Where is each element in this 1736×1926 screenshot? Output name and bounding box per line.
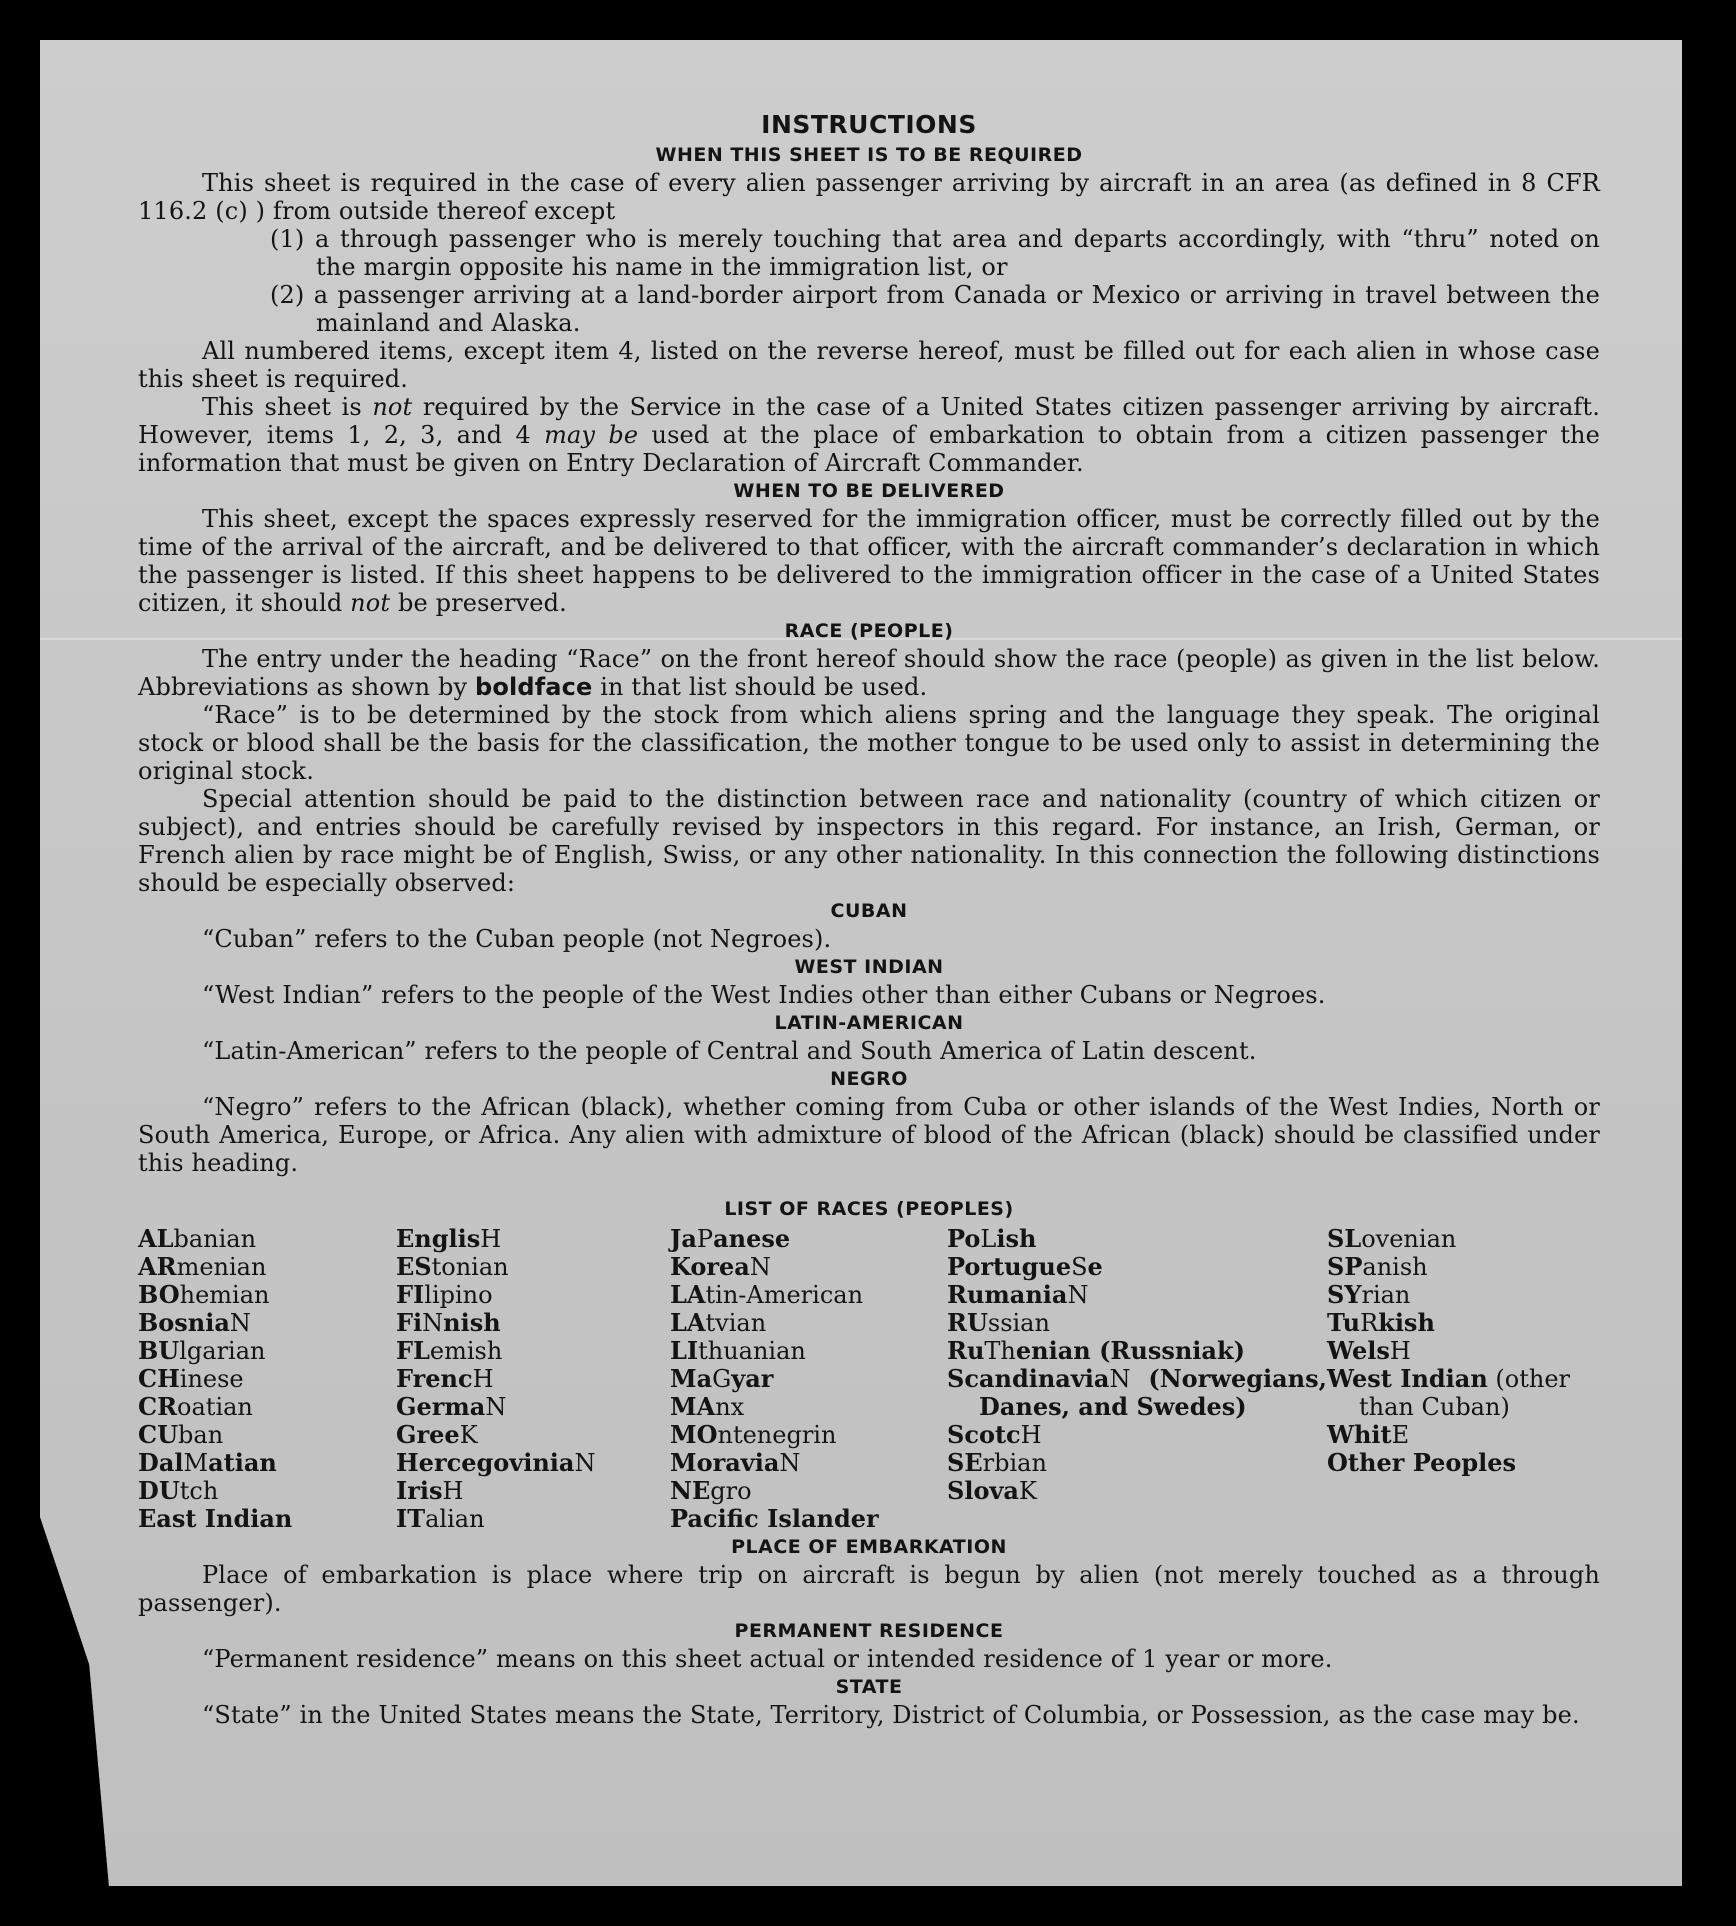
- race-list-item: [1327, 1365, 1600, 1421]
- race-text: menian: [176, 1253, 267, 1281]
- race-text: rbian: [982, 1449, 1047, 1477]
- race-abbrev-bold: Scandinavia: [947, 1364, 1110, 1393]
- heading-list-of-races: LIST OF RACES (PEOPLES): [724, 1198, 1014, 1220]
- race-list-item: [396, 1505, 670, 1533]
- race-abbrev-bold: FI: [396, 1280, 425, 1309]
- race-abbrev-bold: Pacific Islander: [670, 1504, 879, 1533]
- race-list-item: [1327, 1309, 1600, 1337]
- paragraph-race-nationality: Special attention should be paid to the distinction between race and nationality (country of which citizen or subject), and entries should be carefully revised by inspectors in this regard. For instance, an Irish, German, or French alien by race might be of English, Swiss, or any other nationality. In this connection the following distinctions should be especially observed:: [138, 785, 1600, 897]
- emphasis-not: not: [350, 589, 391, 617]
- race-text: N: [749, 1253, 771, 1281]
- race-abbrev-bold: yar: [731, 1364, 774, 1393]
- race-text: oatian: [177, 1393, 253, 1421]
- races-column-2: [396, 1225, 670, 1533]
- paragraph-numbered-items: All numbered items, except item 4, listed on the reverse hereof, must be filled out for each alien in whose case this sheet is required.: [138, 337, 1600, 393]
- race-list-item: [1327, 1225, 1600, 1253]
- race-text: N: [1067, 1281, 1089, 1309]
- race-abbrev-bold: Gree: [396, 1420, 460, 1449]
- race-list-item: [670, 1477, 947, 1505]
- race-text: E: [1391, 1421, 1410, 1449]
- races-column-3: [670, 1225, 947, 1533]
- race-abbrev-bold: Po: [947, 1224, 981, 1253]
- paragraph-race-entry: [138, 645, 1600, 701]
- text-segment: This sheet, except the spaces expressly reserved for the immigration officer, must be correctly filled out by the time of the arrival of the aircraft, and be delivered to that officer, with the aircraft commander’s declaration in which the passenger is listed. If this sheet happens to be delivered to the immigration officer in the case of a United States citizen, it should: [138, 505, 1600, 617]
- paragraph-permanent-residence: “Permanent residence” means on this sheet actual or intended residence of 1 year or more.: [202, 1645, 1333, 1673]
- race-list-item: [670, 1393, 947, 1421]
- race-list-item: [138, 1225, 396, 1253]
- race-list-item: [670, 1281, 947, 1309]
- race-list-item: [947, 1225, 1327, 1253]
- race-text: hemian: [179, 1281, 270, 1309]
- race-text: alian: [425, 1505, 485, 1533]
- race-abbrev-bold: kish: [1378, 1308, 1435, 1337]
- race-text: tch: [179, 1477, 219, 1505]
- race-text: gro: [710, 1477, 752, 1505]
- race-list-item: [947, 1449, 1327, 1477]
- race-list-item: [396, 1225, 670, 1253]
- race-abbrev-bold: Portugue: [947, 1252, 1072, 1281]
- race-abbrev-bold: IT: [396, 1504, 426, 1533]
- text-segment: The entry under the heading “Race” on the front hereof should show the race (people) as given in the list below. Abbreviations as shown by: [138, 645, 1600, 701]
- text-segment: This sheet is: [202, 393, 362, 421]
- heading-permanent-residence: PERMANENT RESIDENCE: [734, 1620, 1004, 1642]
- race-abbrev-bold: FL: [396, 1336, 430, 1365]
- race-text: banian: [173, 1225, 257, 1253]
- race-abbrev-bold: LA: [670, 1280, 706, 1309]
- paragraph-negro: “Negro” refers to the African (black), whether coming from Cuba or other islands of the West Indies, North or South America, Europe, or Africa. Any alien with admixture of blood of the African (black) should be classified under this heading.: [138, 1093, 1600, 1177]
- race-abbrev-bold: RU: [947, 1308, 988, 1337]
- race-text: tin-American: [705, 1281, 864, 1309]
- race-abbrev-bold: East Indian: [138, 1504, 293, 1533]
- race-abbrev-bold: anese: [713, 1224, 791, 1253]
- race-text: Th: [984, 1337, 1016, 1365]
- race-text: lgarian: [179, 1337, 266, 1365]
- race-abbrev-bold: Slova: [947, 1476, 1019, 1505]
- race-list-item: [670, 1225, 947, 1253]
- text-segment: be preserved.: [397, 589, 567, 617]
- race-abbrev-bold: LA: [670, 1308, 706, 1337]
- emphasis-not: not: [372, 393, 413, 421]
- race-abbrev-bold: atian: [208, 1448, 277, 1477]
- heading-when-required: WHEN THIS SHEET IS TO BE REQUIRED: [655, 144, 1083, 166]
- paragraph-state: “State” in the United States means the State, Territory, District of Columbia, or Possession, as the case may be.: [202, 1701, 1580, 1729]
- races-column-5: [1327, 1225, 1600, 1533]
- race-text: K: [459, 1421, 478, 1449]
- race-text: tvian: [705, 1309, 767, 1337]
- heading-race: RACE (PEOPLE): [784, 620, 954, 642]
- race-list-item: [1327, 1253, 1600, 1281]
- race-list-item: [396, 1449, 670, 1477]
- race-text: inese: [179, 1365, 244, 1393]
- race-abbrev-bold: Moravia: [670, 1448, 780, 1477]
- race-text: N: [229, 1309, 251, 1337]
- race-abbrev-bold: nish: [443, 1308, 501, 1337]
- race-abbrev-bold: (Norwegians, Danes, and Swedes): [979, 1364, 1327, 1421]
- list-of-races: [138, 1195, 1600, 1533]
- race-list-item: [138, 1477, 396, 1505]
- race-text: nx: [715, 1393, 745, 1421]
- race-text: ntenegrin: [717, 1421, 837, 1449]
- races-columns: [138, 1225, 1600, 1533]
- race-abbrev-bold: Iris: [396, 1476, 443, 1505]
- race-abbrev-bold: SL: [1327, 1224, 1362, 1253]
- race-list-item: [947, 1421, 1327, 1449]
- race-text: thuanian: [698, 1337, 806, 1365]
- paragraph-citizen: [138, 393, 1600, 477]
- race-text: (other than Cuban): [1359, 1365, 1571, 1421]
- race-abbrev-bold: e: [1087, 1252, 1103, 1281]
- race-abbrev-bold: Tu: [1327, 1308, 1361, 1337]
- race-list-item: [396, 1253, 670, 1281]
- race-abbrev-bold: BO: [138, 1280, 180, 1309]
- race-list-item: [670, 1505, 947, 1533]
- race-abbrev-bold: Englis: [396, 1224, 481, 1253]
- race-abbrev-bold: Wels: [1327, 1336, 1390, 1365]
- race-abbrev-bold: DU: [138, 1476, 180, 1505]
- race-abbrev-bold: Other Peoples: [1327, 1448, 1517, 1477]
- race-list-item: [1327, 1421, 1600, 1449]
- race-text: ban: [178, 1421, 224, 1449]
- race-abbrev-bold: Frenc: [396, 1364, 473, 1393]
- races-column-1: [138, 1225, 396, 1533]
- race-list-item: [396, 1477, 670, 1505]
- race-list-item: [138, 1505, 396, 1533]
- race-abbrev-bold: Rumania: [947, 1280, 1068, 1309]
- race-abbrev-bold: AR: [138, 1252, 177, 1281]
- text-segment: used at the place of embarkation to obtain from a citizen passenger the information that must be given on Entry Declaration of Aircraft Commander.: [138, 421, 1601, 477]
- race-list-item: [947, 1477, 1327, 1505]
- race-text: emish: [429, 1337, 503, 1365]
- race-abbrev-bold: BU: [138, 1336, 180, 1365]
- race-abbrev-bold: enian (Russniak): [1015, 1336, 1245, 1365]
- race-text: H: [1389, 1337, 1411, 1365]
- exception-item-2: (2) a passenger arriving at a land-border airport from Canada or Mexico or arriving in travel between the mainland and Alaska.: [270, 281, 1600, 337]
- race-abbrev-bold: Germa: [396, 1392, 486, 1421]
- race-abbrev-bold: CR: [138, 1392, 178, 1421]
- race-abbrev-bold: Fi: [396, 1308, 423, 1337]
- exception-item-1: (1) a through passenger who is merely touching that area and departs accordingly, with “thru” noted on the margin opposite his name in the immigration list, or: [270, 225, 1600, 281]
- race-abbrev-bold: Whit: [1327, 1420, 1392, 1449]
- race-text: H: [480, 1225, 502, 1253]
- race-text: S: [1071, 1253, 1088, 1281]
- race-text: K: [1018, 1477, 1037, 1505]
- text-segment: in that list should be used.: [600, 673, 928, 701]
- race-list-item: [1327, 1449, 1600, 1477]
- heading-cuban: CUBAN: [830, 900, 908, 922]
- race-abbrev-bold: West Indian: [1327, 1364, 1488, 1393]
- race-text: rian: [1361, 1281, 1411, 1309]
- race-list-item: [396, 1393, 670, 1421]
- race-list-item: [396, 1281, 670, 1309]
- heading-when-delivered: WHEN TO BE DELIVERED: [733, 480, 1005, 502]
- race-abbrev-bold: Korea: [670, 1252, 750, 1281]
- race-abbrev-bold: Ru: [947, 1336, 985, 1365]
- race-list-item: [947, 1337, 1327, 1365]
- race-abbrev-bold: NE: [670, 1476, 711, 1505]
- races-column-4: [947, 1225, 1327, 1533]
- emphasis-boldface: boldface: [475, 673, 593, 701]
- race-list-item: [947, 1281, 1327, 1309]
- race-list-item: [138, 1421, 396, 1449]
- text-segment: required by the Service in the case of a United States citizen passenger arriving by aircraft. However, items 1, 2, 3, and 4: [138, 393, 1601, 449]
- race-abbrev-bold: SE: [947, 1448, 983, 1477]
- race-list-item: [947, 1309, 1327, 1337]
- heading-latin-american: LATIN-AMERICAN: [774, 1012, 964, 1034]
- paragraph-required: This sheet is required in the case of every alien passenger arriving by aircraft in an area (as defined in 8 CFR 116.2 (c) ) from outside thereof except: [138, 169, 1600, 225]
- race-text: N: [422, 1309, 444, 1337]
- race-text: tonian: [431, 1253, 509, 1281]
- race-text: lipino: [424, 1281, 493, 1309]
- race-list-item: [670, 1309, 947, 1337]
- race-abbrev-bold: ES: [396, 1252, 432, 1281]
- race-abbrev-bold: Bosnia: [138, 1308, 230, 1337]
- race-abbrev-bold: Scotc: [947, 1420, 1021, 1449]
- race-list-item: [670, 1365, 947, 1393]
- race-abbrev-bold: MO: [670, 1420, 718, 1449]
- race-list-item: [670, 1253, 947, 1281]
- instructions-page: [138, 100, 1600, 1729]
- race-text: N: [574, 1449, 596, 1477]
- race-text: R: [1360, 1309, 1379, 1337]
- race-text: H: [1020, 1421, 1042, 1449]
- race-list-item: [138, 1337, 396, 1365]
- race-list-item: [947, 1365, 1327, 1421]
- race-list-item: [138, 1393, 396, 1421]
- race-list-item: [670, 1421, 947, 1449]
- heading-west-indian: WEST INDIAN: [794, 956, 944, 978]
- heading-negro: NEGRO: [830, 1068, 908, 1090]
- race-abbrev-bold: LI: [670, 1336, 699, 1365]
- paragraph-west-indian: “West Indian” refers to the people of the West Indies other than either Cubans or Negroes.: [202, 981, 1326, 1009]
- heading-state: STATE: [835, 1676, 903, 1698]
- race-abbrev-bold: CU: [138, 1420, 179, 1449]
- race-abbrev-bold: AL: [138, 1224, 174, 1253]
- race-text: ssian: [987, 1309, 1050, 1337]
- race-abbrev-bold: Ma: [670, 1364, 713, 1393]
- race-list-item: [947, 1253, 1327, 1281]
- race-abbrev-bold: Dal: [138, 1448, 184, 1477]
- race-list-item: [670, 1337, 947, 1365]
- race-list-item: [138, 1449, 396, 1477]
- race-list-item: [670, 1449, 947, 1477]
- race-list-item: [396, 1421, 670, 1449]
- race-list-item: [1327, 1281, 1600, 1309]
- race-text: M: [183, 1449, 209, 1477]
- race-text: anish: [1362, 1253, 1428, 1281]
- emphasis-may-be: may be: [544, 421, 639, 449]
- race-abbrev-bold: ish: [996, 1224, 1037, 1253]
- paragraph-embarkation: Place of embarkation is place where trip on aircraft is begun by alien (not merely touched as a through passenger).: [138, 1561, 1600, 1617]
- race-text: ovenian: [1361, 1225, 1457, 1253]
- race-abbrev-bold: SP: [1327, 1252, 1363, 1281]
- race-abbrev-bold: SY: [1327, 1280, 1362, 1309]
- race-text: G: [712, 1365, 732, 1393]
- race-text: N: [779, 1449, 801, 1477]
- race-text: L: [980, 1225, 997, 1253]
- race-list-item: [138, 1365, 396, 1393]
- paragraph-latin-american: “Latin-American” refers to the people of Central and South America of Latin descent.: [202, 1037, 1257, 1065]
- race-list-item: [1327, 1337, 1600, 1365]
- race-list-item: [138, 1253, 396, 1281]
- paragraph-cuban: “Cuban” refers to the Cuban people (not Negroes).: [202, 925, 832, 953]
- race-list-item: [138, 1309, 396, 1337]
- race-list-item: [396, 1365, 670, 1393]
- race-text: N: [485, 1393, 507, 1421]
- paragraph-delivered: [138, 505, 1600, 617]
- race-text: H: [442, 1477, 464, 1505]
- page-title: INSTRUCTIONS: [761, 110, 977, 139]
- race-text: P: [696, 1225, 714, 1253]
- race-list-item: [396, 1337, 670, 1365]
- heading-embarkation: PLACE OF EMBARKATION: [731, 1536, 1007, 1558]
- race-abbrev-bold: Ja: [670, 1224, 697, 1253]
- race-list-item: [396, 1309, 670, 1337]
- race-abbrev-bold: Hercegovinia: [396, 1448, 575, 1477]
- race-text: H: [472, 1365, 494, 1393]
- race-abbrev-bold: CH: [138, 1364, 180, 1393]
- paragraph-race-stock: “Race” is to be determined by the stock from which aliens spring and the language they speak. The original stock or blood shall be the basis for the classification, the mother tongue to be used only to assist in determining the original stock.: [138, 701, 1600, 785]
- race-list-item: [138, 1281, 396, 1309]
- race-abbrev-bold: MA: [670, 1392, 716, 1421]
- race-text: N: [1109, 1365, 1131, 1393]
